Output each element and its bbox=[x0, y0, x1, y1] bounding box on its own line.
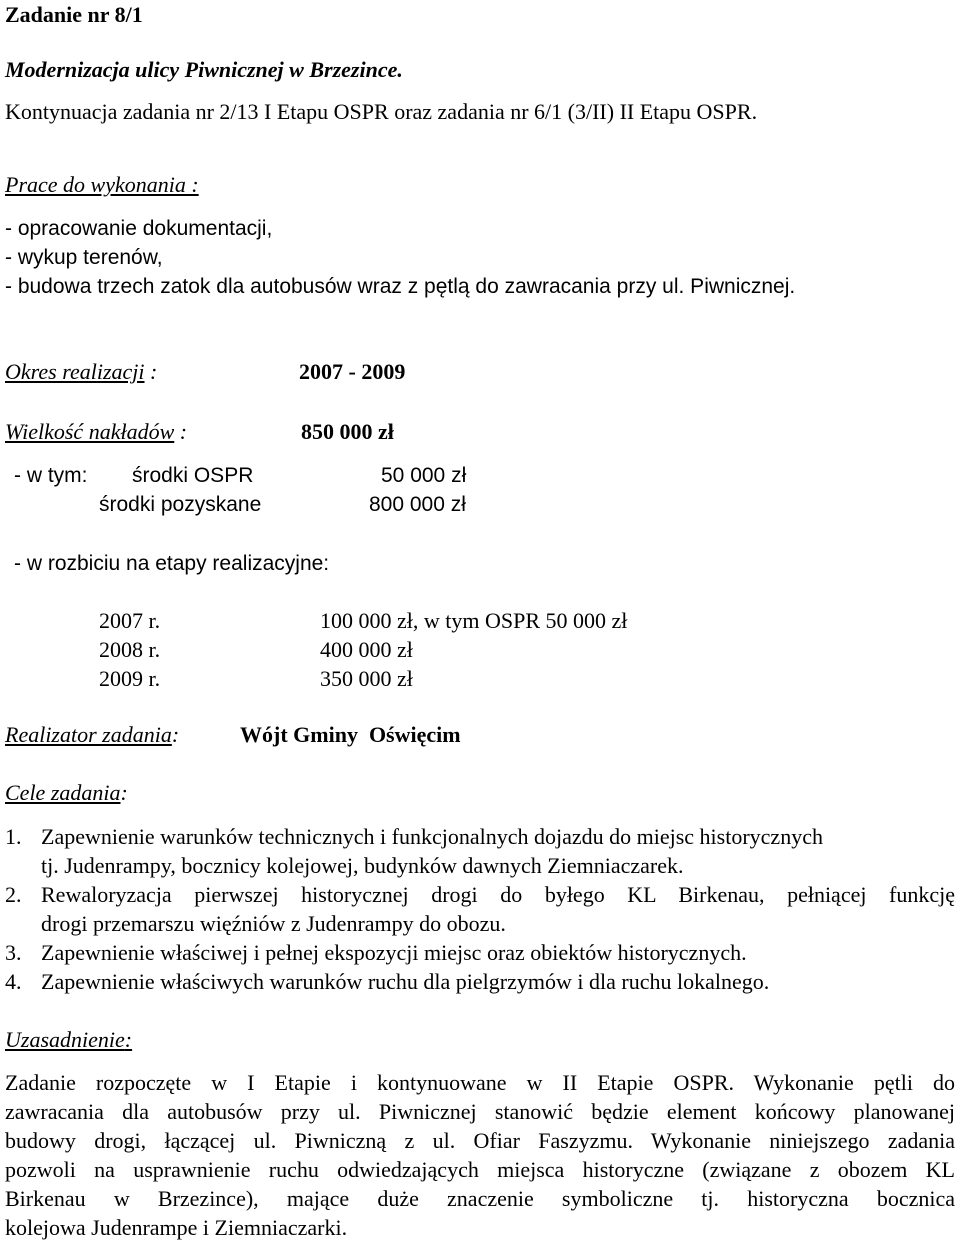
executor-separator: : bbox=[171, 722, 180, 747]
cost-row bbox=[5, 417, 187, 446]
goal-text: Zapewnienie właściwej i pełnej ekspozycji miejsc oraz obiektów historycznych. bbox=[41, 940, 747, 965]
justification-line: budowy drogi, łączącej ul. Piwniczną z ul. Ofiar Faszyzmu. Wykonanie niniejszego zadania bbox=[5, 1128, 955, 1153]
stage-amount: 400 000 zł bbox=[320, 637, 413, 662]
cost-split-prefix: - w tym: bbox=[14, 464, 88, 487]
goal-number: 4. bbox=[5, 969, 22, 994]
raised-label: środki pozyskane bbox=[99, 493, 262, 516]
continuation-note: Kontynuacja zadania nr 2/13 I Etapu OSPR oraz zadania nr 6/1 (3/II) II Etapu OSPR. bbox=[5, 99, 758, 124]
period-row bbox=[5, 357, 157, 386]
justification-line: zawracania dla autobusów przy ul. Piwnicznej stanowić będzie element końcowy planowanej bbox=[5, 1099, 955, 1124]
task-title: Modernizacja ulicy Piwnicznej w Brzezince. bbox=[5, 57, 403, 82]
stage-amount: 350 000 zł bbox=[320, 666, 413, 691]
goal-text: Zapewnienie warunków technicznych i funkcjonalnych dojazdu do miejsc historycznych bbox=[41, 824, 823, 849]
stage-amount: 100 000 zł, w tym OSPR 50 000 zł bbox=[320, 608, 628, 633]
goal-text-cont: drogi przemarszu więźniów z Judenrampy do obozu. bbox=[41, 911, 506, 936]
work-item: - budowa trzech zatok dla autobusów wraz z pętlą do zawracania przy ul. Piwnicznej. bbox=[5, 275, 796, 298]
work-heading: Prace do wykonania : bbox=[5, 172, 199, 197]
goals-heading: Cele zadania bbox=[5, 780, 121, 805]
justification-line: pozwoli na usprawnienie ruchu odwiedzających miejsca historyczne (związane z obozem KL bbox=[5, 1157, 955, 1182]
period-label: Okres realizacji bbox=[5, 359, 145, 384]
cost-separator: : bbox=[179, 419, 188, 444]
raised-value: 800 000 zł bbox=[369, 493, 466, 516]
goals-heading-row bbox=[5, 778, 128, 807]
cost-label: Wielkość nakładów bbox=[5, 419, 175, 444]
justification-line: Birkenau w Brzezince), mające duże znaczenie symboliczne tj. historyczna bocznica bbox=[5, 1186, 955, 1211]
task-number: Zadanie nr 8/1 bbox=[5, 2, 143, 27]
goal-number: 3. bbox=[5, 940, 22, 965]
justification-line: Zadanie rozpoczęte w I Etapie i kontynuowane w II Etapie OSPR. Wykonanie pętli do bbox=[5, 1070, 955, 1095]
executor-value: Wójt Gminy Oświęcim bbox=[240, 722, 461, 747]
goal-text: Rewaloryzacja pierwszej historycznej drogi do byłego KL Birkenau, pełniącej funkcję bbox=[41, 882, 955, 907]
work-item: - wykup terenów, bbox=[5, 246, 163, 269]
period-separator: : bbox=[150, 359, 158, 384]
goal-text: Zapewnienie właściwych warunków ruchu dla pielgrzymów i dla ruchu lokalnego. bbox=[41, 969, 770, 994]
executor-label: Realizator zadania bbox=[5, 722, 172, 747]
work-item: - opracowanie dokumentacji, bbox=[5, 217, 273, 240]
stages-heading: - w rozbiciu na etapy realizacyjne: bbox=[14, 552, 330, 575]
justification-heading: Uzasadnienie bbox=[5, 1027, 125, 1052]
goal-number: 2. bbox=[5, 882, 22, 907]
ospr-value: 50 000 zł bbox=[381, 464, 467, 487]
stage-year: 2008 r. bbox=[99, 637, 161, 662]
cost-value: 850 000 zł bbox=[301, 419, 394, 444]
goal-text-cont: tj. Judenrampy, bocznicy kolejowej, budynków dawnych Ziemniaczarek. bbox=[41, 853, 684, 878]
period-value: 2007 - 2009 bbox=[299, 359, 406, 384]
justification-line: kolejowa Judenrampe i Ziemniaczarki. bbox=[5, 1215, 348, 1240]
stage-year: 2007 r. bbox=[99, 608, 161, 633]
justification-heading-row bbox=[5, 1025, 132, 1054]
executor-row bbox=[5, 720, 179, 749]
justification-separator: : bbox=[124, 1027, 133, 1052]
goals-separator: : bbox=[120, 780, 128, 805]
ospr-label: środki OSPR bbox=[132, 464, 254, 487]
goal-number: 1. bbox=[5, 824, 22, 849]
stage-year: 2009 r. bbox=[99, 666, 161, 691]
